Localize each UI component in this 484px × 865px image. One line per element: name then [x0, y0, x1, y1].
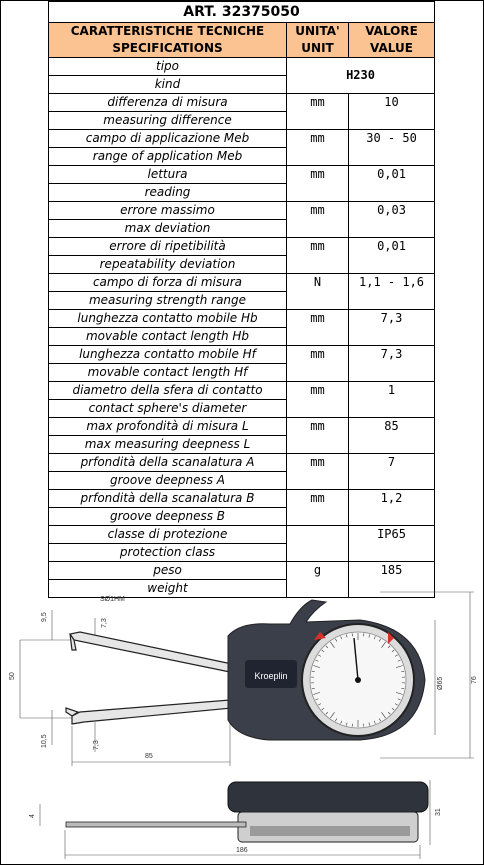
spec-unit: [287, 526, 349, 562]
kind-row: [49, 58, 435, 76]
header-row: [49, 23, 435, 58]
header-specs: CARATTERISTICHE TECNICHE SPECIFICATIONS: [49, 23, 287, 58]
dim-g: Ø65: [437, 676, 444, 690]
dim-f: 85: [145, 753, 153, 760]
spec-label-en: repeatability deviation: [49, 256, 287, 274]
spec-row: [49, 274, 435, 292]
spec-row: [49, 382, 435, 400]
dim-b: 7,3: [101, 618, 108, 628]
caliper-drawing: [0, 590, 484, 860]
spec-unit: mm: [287, 346, 349, 382]
spec-label-it: lunghezza contatto mobile Hf: [49, 346, 287, 364]
side-view: [66, 782, 428, 842]
spec-unit: mm: [287, 166, 349, 202]
spec-value: 30 - 50: [349, 130, 435, 166]
spec-label-en: contact sphere's diameter: [49, 400, 287, 418]
spec-unit: mm: [287, 202, 349, 238]
spec-row: [49, 490, 435, 508]
spec-label-it: max profondità di misura L: [49, 418, 287, 436]
spec-label-it: campo di applicazione Meb: [49, 130, 287, 148]
caliper-jaws: [66, 632, 232, 724]
spec-label-en: groove deepness B: [49, 508, 287, 526]
dim-h: 76: [471, 676, 478, 684]
spec-unit: N: [287, 274, 349, 310]
spec-row: [49, 94, 435, 112]
spec-row: [49, 454, 435, 472]
spec-label-it: prfondità della scanalatura B: [49, 490, 287, 508]
spec-label-en: movable contact length Hf: [49, 364, 287, 382]
spec-unit: mm: [287, 130, 349, 166]
spec-label-it: differenza di misura: [49, 94, 287, 112]
dim-k: 186: [236, 847, 248, 854]
spec-value: 1: [349, 382, 435, 418]
spec-value: 7: [349, 454, 435, 490]
spec-unit: mm: [287, 418, 349, 454]
spec-row: [49, 418, 435, 436]
spec-label-it: diametro della sfera di contatto: [49, 382, 287, 400]
spec-row: [49, 310, 435, 328]
article-number: ART. 32375050: [49, 2, 435, 23]
brand-label: Kroeplin: [254, 671, 288, 681]
spec-row: [49, 346, 435, 364]
spec-label-en: max measuring deepness L: [49, 436, 287, 454]
spec-value: 1,2: [349, 490, 435, 526]
spec-row: [49, 562, 435, 580]
dim-j: 31: [435, 808, 442, 816]
spec-value: 7,3: [349, 310, 435, 346]
spec-label-it: errore massimo: [49, 202, 287, 220]
dim-i: 4: [29, 814, 36, 818]
dim-sphere: SØ1HM: [100, 596, 125, 603]
spec-label-en: range of application Meb: [49, 148, 287, 166]
spec-unit: mm: [287, 382, 349, 418]
spec-value: 0,03: [349, 202, 435, 238]
spec-label-en: protection class: [49, 544, 287, 562]
spec-value: 0,01: [349, 166, 435, 202]
dim-e: 7,3: [93, 740, 100, 750]
dim-a: 9,5: [41, 612, 48, 622]
spec-unit: mm: [287, 490, 349, 526]
spec-label-en: movable contact length Hb: [49, 328, 287, 346]
spec-value: 7,3: [349, 346, 435, 382]
spec-unit: mm: [287, 454, 349, 490]
spec-label-it: classe di protezione: [49, 526, 287, 544]
spec-label-en: measuring difference: [49, 112, 287, 130]
spec-label-it: peso: [49, 562, 287, 580]
spec-unit: mm: [287, 94, 349, 130]
spec-row: [49, 526, 435, 544]
spec-label-en: weight: [49, 580, 287, 598]
spec-label-en: groove deepness A: [49, 472, 287, 490]
spec-table: [48, 1, 435, 598]
spec-value: 1,1 - 1,6: [349, 274, 435, 310]
spec-unit: mm: [287, 310, 349, 346]
spec-unit: g: [287, 562, 349, 598]
dim-c: 50: [9, 672, 16, 680]
header-value: VALORE VALUE: [349, 23, 435, 58]
kind-label-it: tipo: [49, 58, 287, 76]
spec-label-it: campo di forza di misura: [49, 274, 287, 292]
spec-value: IP65: [349, 526, 435, 562]
spec-row: [49, 166, 435, 184]
spec-value: 85: [349, 418, 435, 454]
spec-label-it: lunghezza contatto mobile Hb: [49, 310, 287, 328]
spec-label-it: errore di ripetibilità: [49, 238, 287, 256]
dim-d: 10,5: [41, 734, 48, 748]
kind-value: H230: [287, 58, 435, 94]
spec-value: 10: [349, 94, 435, 130]
spec-value: 185: [349, 562, 435, 598]
caliper-body: [228, 600, 425, 740]
spec-row: [49, 130, 435, 148]
spec-label-en: max deviation: [49, 220, 287, 238]
spec-row: [49, 202, 435, 220]
spec-label-en: reading: [49, 184, 287, 202]
spec-row: [49, 238, 435, 256]
spec-label-en: measuring strength range: [49, 292, 287, 310]
spec-value: 0,01: [349, 238, 435, 274]
spec-unit: mm: [287, 238, 349, 274]
spec-label-it: prfondità della scanalatura A: [49, 454, 287, 472]
header-unit: UNITA' UNIT: [287, 23, 349, 58]
spec-label-it: lettura: [49, 166, 287, 184]
kind-label-en: kind: [49, 76, 287, 94]
